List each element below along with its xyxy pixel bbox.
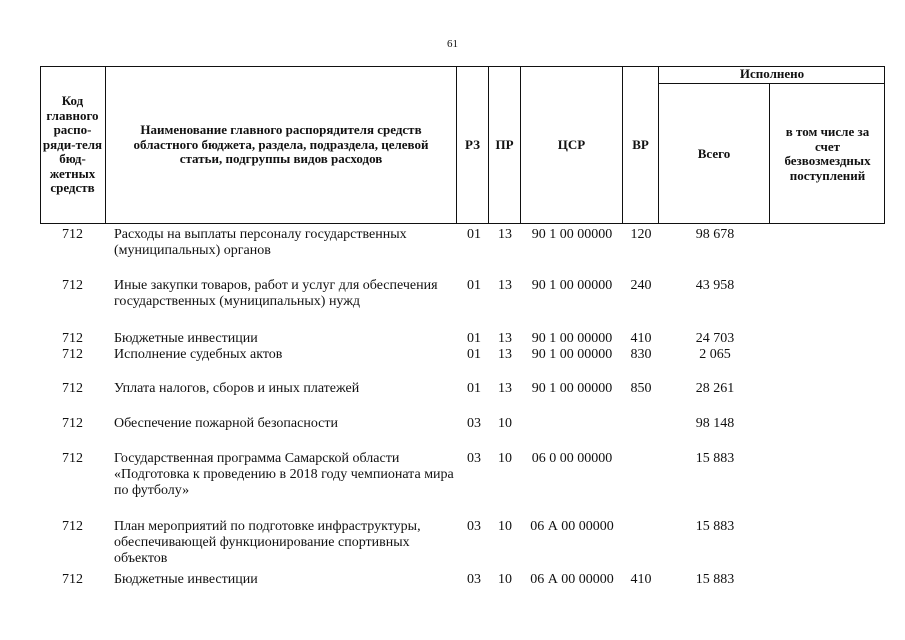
cell-name: Обеспечение пожарной безопасности (114, 416, 339, 431)
header-name-text: Наименование главного распорядителя средств областного бюджета, раздела, подраздела, целевой статьи, подгруппы видов расходов (133, 122, 429, 167)
cell-name: Расходы на выплаты персоналу государственных (муниципальных) органов (114, 227, 407, 258)
cell-total: 15 883 (695, 572, 735, 587)
cell-total: 98 678 (695, 227, 735, 242)
cell-vr: 120 (630, 227, 652, 242)
cell-name: Уплата налогов, сборов и иных платежей (114, 381, 360, 396)
cell-code: 712 (62, 278, 83, 293)
cell-rz: 03 (467, 519, 481, 534)
cell-rz: 01 (467, 227, 481, 242)
cell-vr: 850 (630, 381, 652, 396)
cell-rz: 03 (467, 572, 481, 587)
cell-total: 2 065 (699, 347, 731, 362)
cell-rz: 01 (467, 381, 481, 396)
cell-csr: 90 1 00 00000 (531, 278, 613, 293)
header-name (105, 66, 456, 224)
cell-csr: 06 0 00 00000 (531, 451, 613, 466)
page-number: 61 (447, 38, 458, 50)
table-header (40, 66, 885, 224)
cell-code: 712 (62, 519, 83, 534)
cell-name: Исполнение судебных актов (114, 347, 283, 362)
cell-csr: 90 1 00 00000 (531, 381, 613, 396)
cell-code: 712 (62, 331, 83, 346)
header-vr-text: ВР (632, 136, 649, 152)
cell-name: Бюджетные инвестиции (114, 572, 258, 587)
cell-csr: 06 А 00 00000 (530, 572, 614, 587)
cell-total: 24 703 (695, 331, 735, 346)
cell-rz: 03 (467, 451, 481, 466)
cell-code: 712 (62, 416, 83, 431)
cell-name: План мероприятий по подготовке инфраструктуры, обеспечивающей функционирование спортивных объектов (114, 519, 421, 566)
header-code (40, 66, 105, 224)
header-total-text: Всего (697, 145, 731, 161)
cell-total: 28 261 (695, 381, 735, 396)
cell-csr: 06 А 00 00000 (530, 519, 614, 534)
cell-vr: 240 (630, 278, 652, 293)
cell-pr: 13 (498, 381, 512, 396)
cell-total: 15 883 (695, 519, 735, 534)
cell-vr: 410 (630, 572, 652, 587)
cell-rz: 03 (467, 416, 481, 431)
cell-rz: 01 (467, 278, 481, 293)
cell-total: 98 148 (695, 416, 735, 431)
cell-rz: 01 (467, 347, 481, 362)
cell-code: 712 (62, 227, 83, 242)
cell-rz: 01 (467, 331, 481, 346)
cell-pr: 13 (498, 347, 512, 362)
header-vr (622, 66, 658, 224)
cell-pr: 13 (498, 278, 512, 293)
cell-vr: 830 (630, 347, 652, 362)
cell-pr: 10 (498, 519, 512, 534)
cell-code: 712 (62, 347, 83, 362)
cell-code: 712 (62, 572, 83, 587)
cell-name: Государственная программа Самарской области «Подготовка к проведению в 2018 году чемпионата мира по футболу» (114, 451, 454, 498)
header-code-text: Код главного распо-ряди-теля бюд-жетных средств (42, 93, 103, 196)
cell-name: Бюджетные инвестиции (114, 331, 258, 346)
header-rz (456, 66, 488, 224)
header-csr-text: ЦСР (557, 136, 586, 152)
header-executed (658, 66, 885, 83)
header-pr-text: ПР (495, 136, 514, 152)
cell-csr: 90 1 00 00000 (531, 331, 613, 346)
cell-code: 712 (62, 381, 83, 396)
cell-total: 15 883 (695, 451, 735, 466)
header-free-text: в том числе за счет безвозмездных поступлений (784, 124, 871, 183)
header-executed-text: Исполнено (739, 66, 805, 82)
cell-name: Иные закупки товаров, работ и услуг для обеспечения государственных (муниципальных) нужд (114, 278, 438, 309)
cell-vr: 410 (630, 331, 652, 346)
cell-pr: 10 (498, 451, 512, 466)
cell-pr: 13 (498, 227, 512, 242)
header-rz-text: РЗ (465, 136, 480, 152)
header-pr (488, 66, 520, 224)
cell-csr: 90 1 00 00000 (531, 227, 613, 242)
cell-pr: 10 (498, 416, 512, 431)
cell-pr: 10 (498, 572, 512, 587)
cell-total: 43 958 (695, 278, 735, 293)
header-free (769, 83, 885, 224)
cell-code: 712 (62, 451, 83, 466)
cell-csr: 90 1 00 00000 (531, 347, 613, 362)
header-total (658, 83, 769, 224)
cell-pr: 13 (498, 331, 512, 346)
header-csr (520, 66, 622, 224)
